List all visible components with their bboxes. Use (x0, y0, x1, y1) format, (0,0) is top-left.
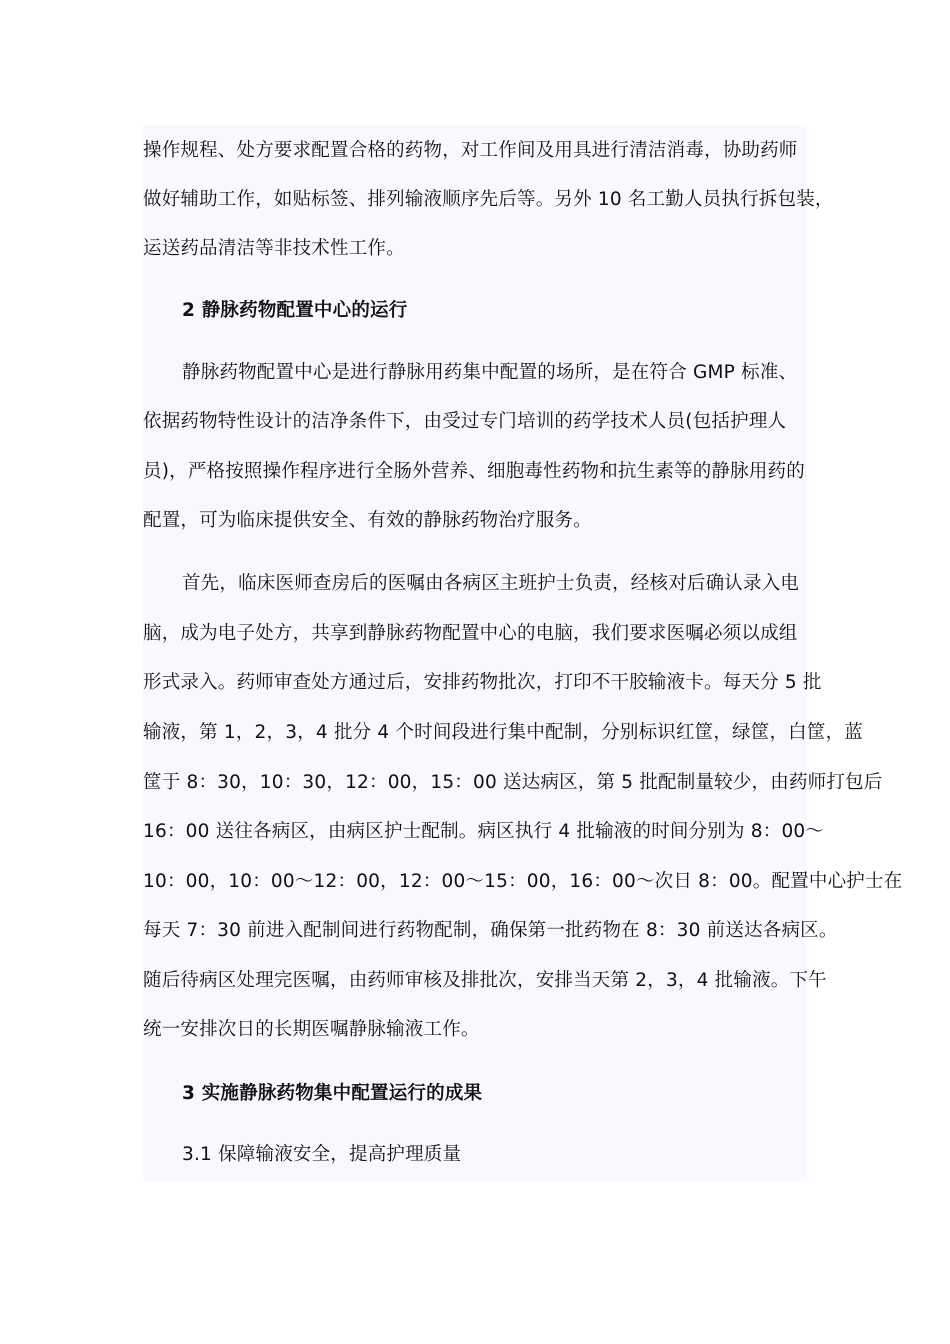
paragraph-line: 每天 7：30 前进入配制间进行药物配制，确保第一批药物在 8：30 前送达各病区。 (143, 920, 838, 941)
subsection-heading: 3.1 保障输液安全，提高护理质量 (182, 1144, 462, 1165)
paragraph-line: 随后待病区处理完医嘱，由药师审核及排批次，安排当天第 2，3，4 批输液。下午 (143, 970, 827, 991)
paragraph-line: 运送药品清洁等非技术性工作。 (143, 238, 405, 259)
paragraph-line: 首先，临床医师查房后的医嘱由各病区主班护士负责，经核对后确认录入电 (182, 573, 800, 594)
paragraph-line: 做好辅助工作，如贴标签、排列输液顺序先后等。另外 10 名工勤人员执行拆包装， (143, 189, 834, 210)
document-body (143, 125, 903, 1181)
paragraph-line: 统一安排次日的长期医嘱静脉输液工作。 (143, 1019, 480, 1040)
paragraph-line: 筐于 8：30，10：30，12：00，15：00 送达病区，第 5 批配制量较少，由药师打包后 (143, 772, 883, 793)
paragraph-line: 16：00 送往各病区，由病区护士配制。病区执行 4 批输液的时间分别为 8：00～ (143, 821, 825, 842)
paragraph-line: 依据药物特性设计的洁净条件下，由受过专门培训的药学技术人员(包括护理人 (143, 411, 787, 432)
section-heading: 3 实施静脉药物集中配置运行的成果 (182, 1083, 483, 1104)
paragraph-line: 形式录入。药师审查处方通过后，安排药物批次，打印不干胶输液卡。每天分 5 批 (143, 672, 822, 693)
paragraph-line: 员)，严格按照操作程序进行全肠外营养、细胞毒性药物和抗生素等的静脉用药的 (143, 461, 805, 482)
paragraph-line: 静脉药物配置中心是进行静脉用药集中配置的场所，是在符合 GMP 标准、 (182, 362, 798, 383)
section-heading: 2 静脉药物配置中心的运行 (182, 300, 408, 321)
paragraph-line: 脑，成为电子处方，共享到静脉药物配置中心的电脑，我们要求医嘱必须以成组 (143, 623, 798, 644)
paragraph-line: 10：00，10：00～12：00，12：00～15：00，16：00～次日 8：00。配置中心护士在 (143, 871, 903, 892)
paragraph-line: 配置，可为临床提供安全、有效的静脉药物治疗服务。 (143, 510, 592, 531)
paragraph-line: 输液，第 1，2，3，4 批分 4 个时间段进行集中配制，分别标识红筐，绿筐，白筐，蓝 (143, 722, 863, 743)
paragraph-line: 操作规程、处方要求配置合格的药物，对工作间及用具进行清洁消毒，协助药师 (143, 140, 798, 161)
